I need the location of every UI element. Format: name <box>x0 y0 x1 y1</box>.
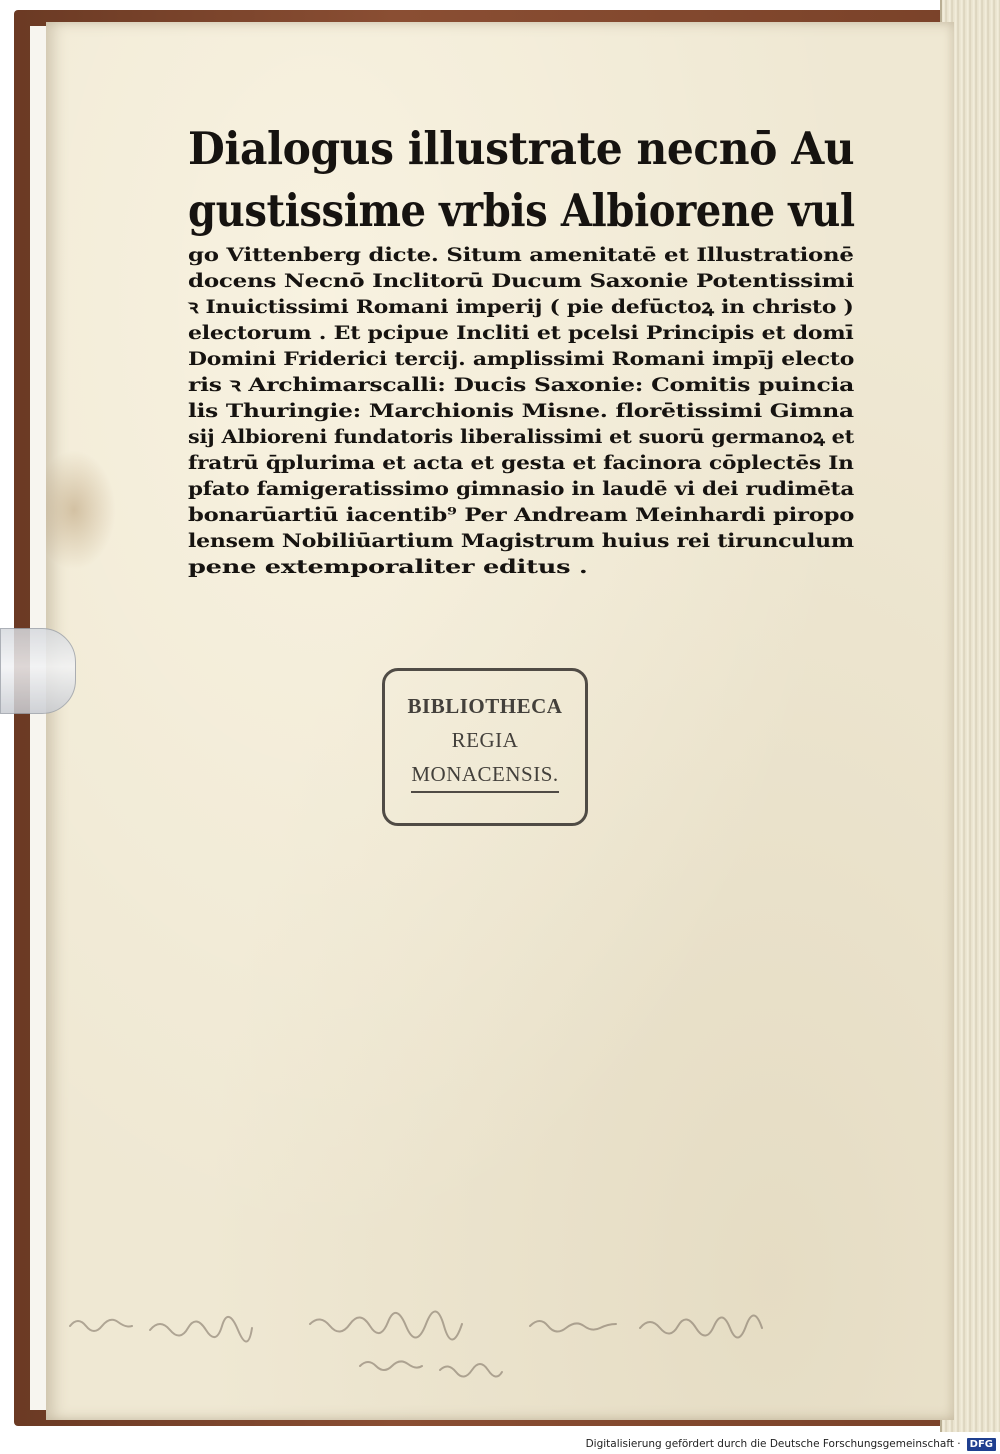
body-line-13: pene extemporaliter editus . <box>188 556 588 578</box>
body-line-11: bonarūartiū iacentib⁹ Per Andream Meinhardi piropo <box>188 504 855 526</box>
body-line-4: electorum . Et pcipue Incliti et pcelsi Principis et domī <box>188 322 854 344</box>
body-line-12: lensem Nobiliūartium Magistrum huius rei tirunculum <box>188 530 854 552</box>
title-line-1: Dialogus illustrate necnō Au <box>188 122 855 175</box>
body-line-7: lis Thuringie: Marchionis Misne. florētissimi Gimna <box>188 400 854 422</box>
faint-handwriting <box>60 1296 800 1406</box>
body-line-2: docens Necnō Inclitorū Ducum Saxonie Potentissimi <box>188 270 855 292</box>
body-line-5: Domini Friderici tercij. amplissimi Romani impīj electo <box>188 348 855 370</box>
library-stamp <box>382 668 588 826</box>
body-line-6: ris ꝛ Archimarscalli: Ducis Saxonie: Comitis puincia <box>188 374 855 396</box>
dfg-logo-icon: DFG <box>967 1438 996 1451</box>
stamp-line-3: MONACENSIS. <box>411 757 558 793</box>
footer-separator: · <box>953 1438 961 1450</box>
page-stain <box>46 450 116 570</box>
title-block <box>188 118 854 580</box>
body-line-3: ꝛ Inuictissimi Romani imperij ( pie defūctoꝝ in christo ) <box>188 296 854 318</box>
body-line-8: sij Albioreni fundatoris liberalissimi et suorū germanoꝝ et <box>188 426 855 448</box>
title-line-2: gustissime vrbis Albiorene vul <box>188 184 855 237</box>
bookmark-clip <box>0 628 76 714</box>
body-line-1: go Vittenberg dicte. Situm amenitatē et Illustrationē <box>188 244 854 266</box>
body-line-9: fratrū q̄plurima et acta et gesta et facinora cōplectēs In <box>188 452 854 474</box>
stamp-line-2: REGIA <box>451 728 519 752</box>
body-line-10: pfato famigeratissimo gimnasio in laudē vi dei rudimēta <box>188 478 855 500</box>
stamp-line-1: BIBLIOTHECA <box>407 694 563 718</box>
footer-text: Digitalisierung gefördert durch die Deutsche Forschungsgemeinschaft <box>585 1438 954 1450</box>
footer-bar <box>560 1434 1000 1454</box>
